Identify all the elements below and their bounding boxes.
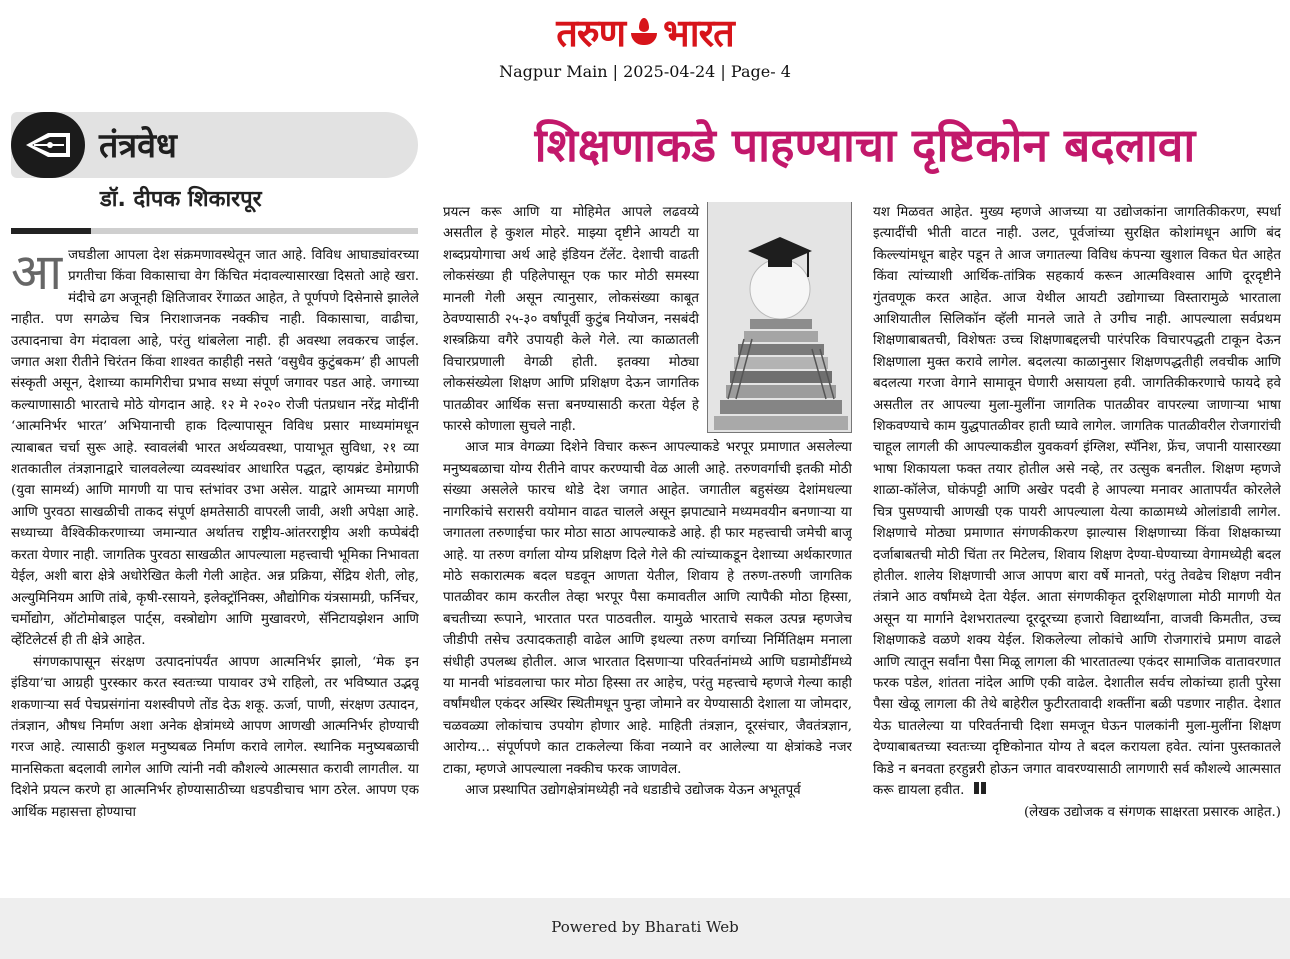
article-headline: शिक्षणाकडे पाहण्याचा दृष्टिकोन बदलावा	[534, 118, 1196, 172]
article-column-2	[443, 202, 852, 867]
article-paragraph: यश मिळवत आहेत. मुख्य म्हणजे आजच्या या उद्योजकांना जागतिकीकरण, स्पर्धा इत्यादींची भीती वाटत नाही. उलट, पूर्वजांच्या सुरक्षित कोशांमधून आणि बंद किल्ल्यांमधून बाहेर पडून ते आज जगातल्या विविध कंपन्या खुशाल विकत घेत आहेत किंवा त्यांच्याशी आर्थिक-तांत्रिक सहकार्य करून आत्मविश्वास आणि दूरदृष्टीने गुंतवणूक करत आहेत. आज येथील आयटी उद्योगाच्या विस्तारामुळे भारताला आशियातील सिलिकॉन व्हॅली मानले जाते ते उगीच नाही. आपल्याला सर्वप्रथम शिक्षणाबाबतची, विशेषतः उच्च शिक्षणाबद्दलची पारंपरिक विचारपद्धती टाकून देऊन शिक्षणाला मुक्त करावे लागेल. बदलत्या काळानुसार शिक्षणपद्धतीही लवचीक आणि बदलत्या गरजा वेगाने सामावून घेणारी असायला हवी. जागतिकीकरणाचे फायदे हवे असतील तर आपल्या मुला-मुलींना जागतिक पातळीवर वापरल्या जाणाऱ्या भाषा शिकवण्याचे काम युद्धपातळीवर हाती घ्यावे लागेल. जागतिक पातळीवरील रोजगारांची चाहूल लागली की आपल्याकडील युवकवर्ग इंग्लिश, स्पॅनिश, फ्रेंच, जपानी यासारख्या भाषा शिकायला फक्त तयार होतील असे नव्हे, तर उत्सुक बनतील. शिक्षण म्हणजे शाळा-कॉलेज, घोकंपट्टी आणि अखेर पदवी हे आपल्या मनावर आतापर्यंत कोरलेले चित्र पुसण्याची आणखी एक पायरी आपल्याला येत्या काळामध्ये ओलांडावी लागेल. शिक्षणाचे मोठ्या प्रमाणात संगणकीकरण झाल्यास शिक्षणाच्या किंवा शिक्षकाच्या दर्जाबाबतची मोठी चिंता तर मिटेलच, शिवाय शिक्षण देण्या-घेण्याच्या वेगामध्येही बदल होतील. शालेय शिक्षणाची आज आपण बारा वर्षे मानतो, परंतु तेवढेच शिक्षण नवीन तंत्राने आठ वर्षांमध्ये देता येईल. आता संगणकीकृत दूरशिक्षणाला मोठी मागणी येत असून या मार्गाने देशभरातल्या दूरदूरच्या हजारो विद्यार्थ्यांना, वाजवी किमतीत, उच्च शिक्षणाकडे वळणे शक्य येईल. शिकलेल्या लोकांचे आणि रोजगारांचे प्रमाण वाढले आणि त्यातून सर्वांना पैसा मिळू लागला की भारतातल्या एकंदर सामाजिक वातावरणात फरक पडेल, शांतता नांदेल आणि एकी वाढेल. देशातील सर्वच लोकांच्या हाती पुरेसा पैसा खेळू लागला की तेथे बाहेरील फुटीरतावादी शक्तींना बळी पडणार नाहीत. देशात येऊ घातलेल्या या परिवर्तनाची दिशा समजून घेऊन पालकांनी मुला-मुलींना शिक्षण देण्याबाबतच्या स्वतःच्या दृष्टिकोनात योग्य ते बदल करायला हवेत. त्यांना पुस्तकातले किडे न बनवता हरहुन्नरी होऊन जगात वावरण्यासाठी लागणारी सर्व कौशल्ये आत्मसात करू द्यायला हवीत.	[873, 202, 1281, 802]
article-paragraph: आज मात्र वेगळ्या दिशेने विचार करून आपल्याकडे भरपूर प्रमाणात असलेल्या मनुष्यबळाचा योग्य रीतीने वापर करण्याची वेळ आली आहे. तरुणवर्गाची इतकी मोठी संख्या असलेले फारच थोडे देश जगात आहेत. जगातील बहुसंख्य देशांमधल्या नागरिकांचे सरासरी वयोमान वाढत चालले असून झपाट्याने मध्यमवयीन बनणाऱ्या या जगातला तरुणाईचा फार मोठा साठा आपल्याकडे आहे. ही फार महत्त्वाची जमेची बाजू आहे. या तरुण वर्गाला योग्य प्रशिक्षण दिले गेले की त्यांच्याकडून देशाच्या अर्थकारणात मोठे सकारात्मक बदल घडवून आणता येतील, शिवाय हे तरुण-तरुणी जागतिक पातळीवर काम करतील तेव्हा भरपूर पैसा कमावतील आणि त्यापैकी मोठा हिस्सा, बचतीच्या रूपाने, भारतात परत पाठवतील. यामुळे भारताचे सकल उत्पन्न म्हणजेच जीडीपी तसेच उत्पादकताही वाढेल आणि इथल्या तरुण वर्गाच्या निर्मितिक्षम मनाला संधीही उपलब्ध होतील. आज भारतात दिसणाऱ्या परिवर्तनांमध्ये आणि घडामोडींमध्ये या मानवी भांडवलाचा फार मोठा हिस्सा तर आहेच, परंतु महत्त्वाचे म्हणजे गेल्या काही वर्षांमधील एकंदर अस्थिर स्थितीमधून पुन्हा जोमाने वर येण्यासाठी देशाला या जोमदार, चळवळ्या लोकांचाच उपयोग होणार आहे. माहिती तंत्रज्ञान, दूरसंचार, जैवतंत्रज्ञान, आरोग्य... संपूर्णपणे कात टाकलेल्या किंवा नव्याने वर आलेल्या या क्षेत्रांकडे नजर टाका, म्हणजे आपल्याला नक्कीच फरक जाणवेल.	[443, 440, 852, 777]
article-column-3	[873, 202, 1281, 867]
lamp-icon	[631, 18, 657, 48]
article-paragraph: संगणकापासून संरक्षण उत्पादनांपर्यंत आपण आत्मनिर्भर झालो, ‘मेक इन इंडिया’चा आग्रही पुरस्कार करत स्वतःच्या पायावर उभे राहिलो, तर भविष्यात उद्भवू शकणाऱ्या सर्व पेचप्रसंगांना यशस्वीपणे तोंड देऊ शकू. ऊर्जा, पाणी, संरक्षण उत्पादन, तंत्रज्ञान, औषध निर्माण अशा अनेक क्षेत्रांमध्ये आपण आणखी आत्मनिर्भर होण्याची गरज आहे. त्यासाठी कुशल मनुष्यबळ निर्माण करावे लागेल. स्थानिक मनुष्यबळाची मानसिकता बदलावी लागेल आणि त्यांनी नवी कौशल्ये आत्मसात करावी लागतील. या दिशेने प्रयत्न करणे हा आत्मनिर्भर होण्यासाठीच्या धडपडीचाच भाग ठरेल. आपण एक आर्थिक महासत्ता होण्याचा	[11, 654, 419, 820]
author-name: डॉ. दीपक शिकारपूर	[100, 187, 262, 212]
graduation-cap-on-books-image	[707, 202, 852, 433]
article-column-1	[11, 245, 419, 865]
logo-text-right: भारत	[663, 11, 734, 55]
masthead	[0, 10, 1290, 81]
footer-powered-by[interactable]: Powered by Bharati Web	[0, 898, 1290, 959]
column-badge	[11, 112, 418, 178]
article-paragraph: आजघडीला आपला देश संक्रमणावस्थेतून जात आहे. विविध आघाड्यांवरच्या प्रगतीचा किंवा विकासाचा वेग किंचित मंदावल्यासारखा दिसतो आहे खरा. मंदीचे ढग अजूनही क्षितिजावर रेंगाळत आहेत, ते पूर्णपणे दिसेनासे झालेले नाहीत. पण सगळेच चित्र निराशाजनक नक्कीच नाही. विकासाचा, वाढीचा, उत्पादनाचा वेग मंदावला आहे, परंतु थांबलेला नाही. ही अवस्था लवकरच जाईल. जगात अशा रीतीने चिरंतन किंवा शाश्वत काहीही नसते ‘वसुधैव कुटुंबकम’ ही आपली संस्कृती असून, देशाच्या कामगिरीचा प्रभाव सध्या संपूर्ण जगावर पडत आहे. जगाच्या कल्याणासाठी भारताचे मोठे योगदान आहे. १२ मे २०२० रोजी पंतप्रधान नरेंद्र मोदींनी ‘आत्मनिर्भर भारत’ अभियानाची हाक दिल्यापासून विविध प्रसार माध्यमांमधून त्याबाबत चर्चा सुरू आहे. स्वावलंबी भारत अर्थव्यवस्था, पायाभूत सुविधा, २१ व्या शतकातील तंत्रज्ञानाद्वारे चालवलेल्या व्यवस्थांवर आधारित पद्धत, व्हायब्रंट डेमोग्राफी (युवा सामर्थ्य) आणि मागणी या पाच स्तंभांवर उभा असेल. याद्वारे आमच्या मागणी आणि पुरवठा साखळीची ताकद संपूर्ण क्षमतेसाठी वापरली जावी, अशी अपेक्षा आहे. सध्याच्या वैश्विकीकरणाच्या जमान्यात अर्थातच राष्ट्रीय-आंतरराष्ट्रीय अशी कप्पेबंदी करता येणार नाही. जागतिक पुरवठा साखळीत आपल्याला महत्त्वाची भूमिका निभावता येईल, अशी बारा क्षेत्रे अधोरेखित केली गेली आहेत. अन्न प्रक्रिया, सेंद्रिय शेती, लोह, अल्युमिनियम आणि तांबे, कृषी-रसायने, इलेक्ट्रॉनिक्स, औद्योगिक यंत्रसामग्री, फर्निचर, चर्मोद्योग, ऑटोमोबाइल पार्ट्स, वस्त्रोद्योग आणि मुखावरणे, सॅनिटायझेशन आणि व्हेंटिलेटर्स ही ती क्षेत्रे आहेत.	[11, 245, 419, 649]
column-title: तंत्रवेध	[99, 126, 177, 166]
end-mark-icon	[974, 780, 988, 801]
pen-nib-icon	[11, 112, 85, 178]
edition-line: Nagpur Main | 2025-04-24 | Page- 4	[499, 62, 791, 81]
author-note: (लेखक उद्योजक व संगणक साक्षरता प्रसारक आहेत.)	[1023, 804, 1281, 820]
article-paragraph: आज प्रस्थापित उद्योगक्षेत्रांमध्येही नवे धडाडीचे उद्योजक येऊन अभूतपूर्व	[465, 782, 801, 798]
drop-cap: आ	[11, 245, 63, 301]
article-paragraph: प्रयत्न करू आणि या मोहिमेत आपले लढवय्ये असतील हे कुशल मोहरे. माझ्या दृष्टीने आयटी या शब्दप्रयोगाचा अर्थ आहे इंडियन टॅलेंट. देशाची वाढती लोकसंख्या ही पहिलेपासून एक फार मोठी समस्या मानली गेली असून त्यानुसार, लोकसंख्या काबूत ठेवण्यासाठी २५-३० वर्षांपूर्वी कुटुंब नियोजन, नसबंदी शस्त्रक्रिया वगैरे उपायही केले गेले. त्या काळातली विचारप्रणाली वेगळी होती. इतक्या मोठ्या लोकसंख्येला शिक्षण आणि प्रशिक्षण देऊन जागतिक पातळीवर आर्थिक सत्ता बनण्यासाठी करता येईल हे फारसे कोणाला सुचले नाही.	[443, 205, 699, 435]
section-divider	[11, 228, 418, 234]
logo-text-left: तरुण	[556, 11, 626, 55]
newspaper-logo[interactable]	[556, 10, 734, 56]
